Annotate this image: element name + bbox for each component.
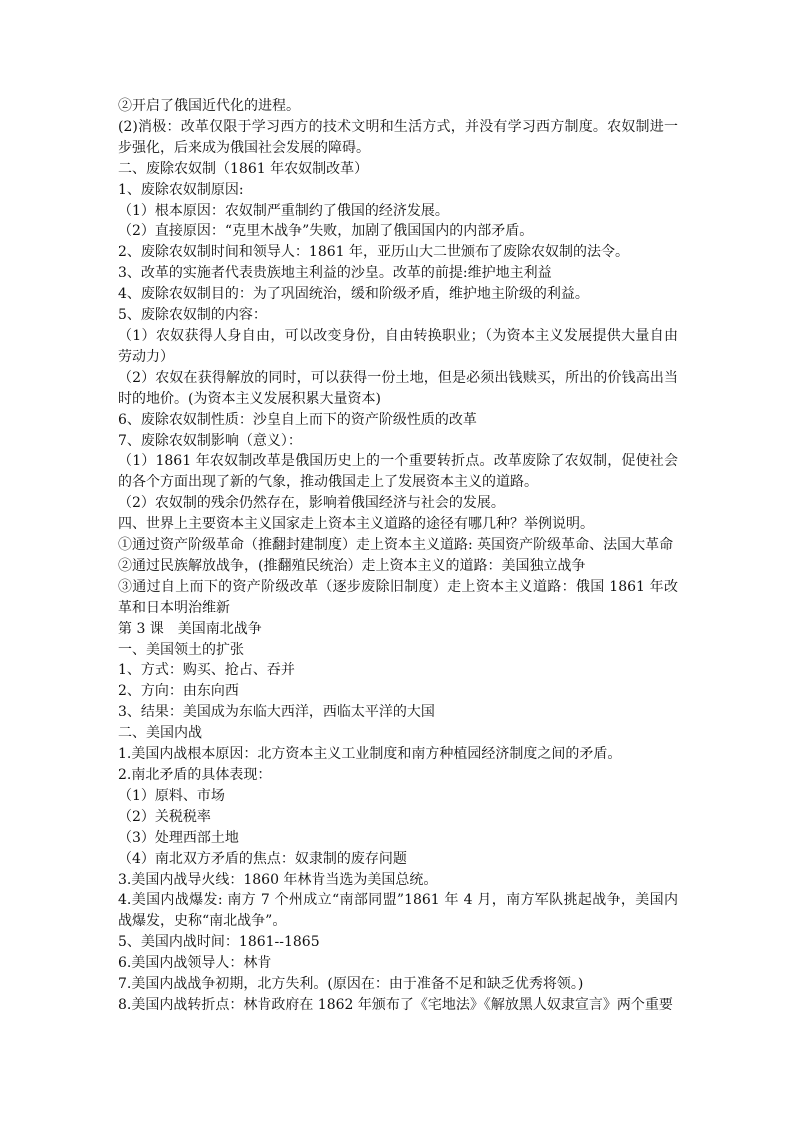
text-line: （2）关税税率 — [118, 808, 211, 825]
text-line: 7、废除农奴制影响（意义）： — [118, 432, 302, 449]
section-heading: 二、美国内战 — [118, 725, 202, 742]
text-line: 3、改革的实施者代表贵族地主利益的沙皇。改革的前提:维护地主利益 — [118, 265, 552, 282]
text-line: 1.美国内战根本原因：北方资本主义工业制度和南方种植园经济制度之间的矛盾。 — [118, 746, 622, 763]
text-line: ①通过资产阶级革命（推翻封建制度）走上资本主义道路: 英国资产阶级革命、法国大革命 — [118, 537, 674, 554]
document-page — [118, 96, 678, 1016]
text-line: 5、美国内战时间：1861--1865 — [118, 934, 320, 951]
text-line: （2）直接原因：“克里木战争”失败，加剧了俄国国内的内部矛盾。 — [118, 223, 534, 240]
text-line: ②通过民族解放战争，(推翻殖民统治）走上资本主义的道路：美国独立战争 — [118, 557, 586, 574]
text-line: 2、方向：由东向西 — [118, 683, 239, 700]
text-line: ③通过自上而下的资产阶级改革（逐步废除旧制度）走上资本主义道路：俄国 1861 年改革和日本明治维新 — [118, 578, 678, 616]
text-line: (2)消极：改革仅限于学习西方的技术文明和生活方式，并没有学习西方制度。农奴制进一步强化，后来成为俄国社会发展的障碍。 — [118, 118, 678, 156]
text-line: （1）1861 年农奴制改革是俄国历史上的一个重要转折点。改革废除了农奴制，促使社会的各个方面出现了新的气象，推动俄国走上了发展资本主义的道路。 — [118, 453, 678, 491]
section-heading: 一、美国领土的扩张 — [118, 641, 244, 658]
text-line: （3）处理西部土地 — [118, 829, 239, 846]
text-line: ②开启了俄国近代化的进程。 — [118, 98, 300, 114]
text-line: 1、方式：购买、抢占、吞并 — [118, 662, 295, 679]
text-line: 3.美国内战导火线：1860 年林肯当选为美国总统。 — [118, 871, 438, 888]
text-line: 8.美国内战转折点：林肯政府在 1862 年颁布了《宅地法》《解放黑人奴隶宣言》两个重要 — [118, 996, 673, 1013]
text-line: 4、废除农奴制目的：为了巩固统治，缓和阶级矛盾，维护地主阶级的利益。 — [118, 286, 589, 303]
text-line: （1）农奴获得人身自由，可以改变身份，自由转换职业；（为资本主义发展提供大量自由劳动力） — [118, 327, 678, 365]
text-line: 2、废除农奴制时间和领导人：1861 年，亚历山大二世颁布了废除农奴制的法令。 — [118, 244, 629, 261]
text-line: 4.美国内战爆发: 南方 7 个州成立“南部同盟”1861 年 4 月，南方军队挑起战争，美国内战爆发，史称“南北战争”。 — [118, 892, 678, 930]
section-heading: 二、废除农奴制（1861 年农奴制改革） — [118, 160, 369, 177]
text-line: 5、废除农奴制的内容： — [118, 307, 267, 324]
text-line: （4）南北双方矛盾的焦点：奴隶制的废存问题 — [118, 850, 407, 867]
text-line: 1、废除农奴制原因: — [118, 181, 244, 198]
text-line: 6、废除农奴制性质：沙皇自上而下的资产阶级性质的改革 — [118, 411, 477, 428]
text-line: （1）原料、市场 — [118, 787, 225, 804]
text-line: （2）农奴制的残余仍然存在，影响着俄国经济与社会的发展。 — [118, 495, 505, 512]
section-heading: 四、世界上主要资本主义国家走上资本主义道路的途径有哪几种？举例说明。 — [118, 516, 594, 533]
text-line: 3、结果：美国成为东临大西洋，西临太平洋的大国 — [118, 704, 435, 721]
text-line: 7.美国内战战争初期，北方失利。(原因在：由于准备不足和缺乏优秀将领。) — [118, 976, 584, 993]
lesson-title: 第 3 课 美国南北战争 — [118, 620, 262, 637]
text-line: （1）根本原因：农奴制严重制约了俄国的经济发展。 — [118, 202, 449, 219]
text-line: 2.南北矛盾的具体表现： — [118, 767, 272, 783]
text-line: 6.美国内战领导人：林肯 — [118, 955, 272, 972]
text-line: （2）农奴在获得解放的同时，可以获得一份土地，但是必须出钱赎买，所出的价钱高出当时的地价。(为资本主义发展积累大量资本) — [118, 369, 678, 407]
